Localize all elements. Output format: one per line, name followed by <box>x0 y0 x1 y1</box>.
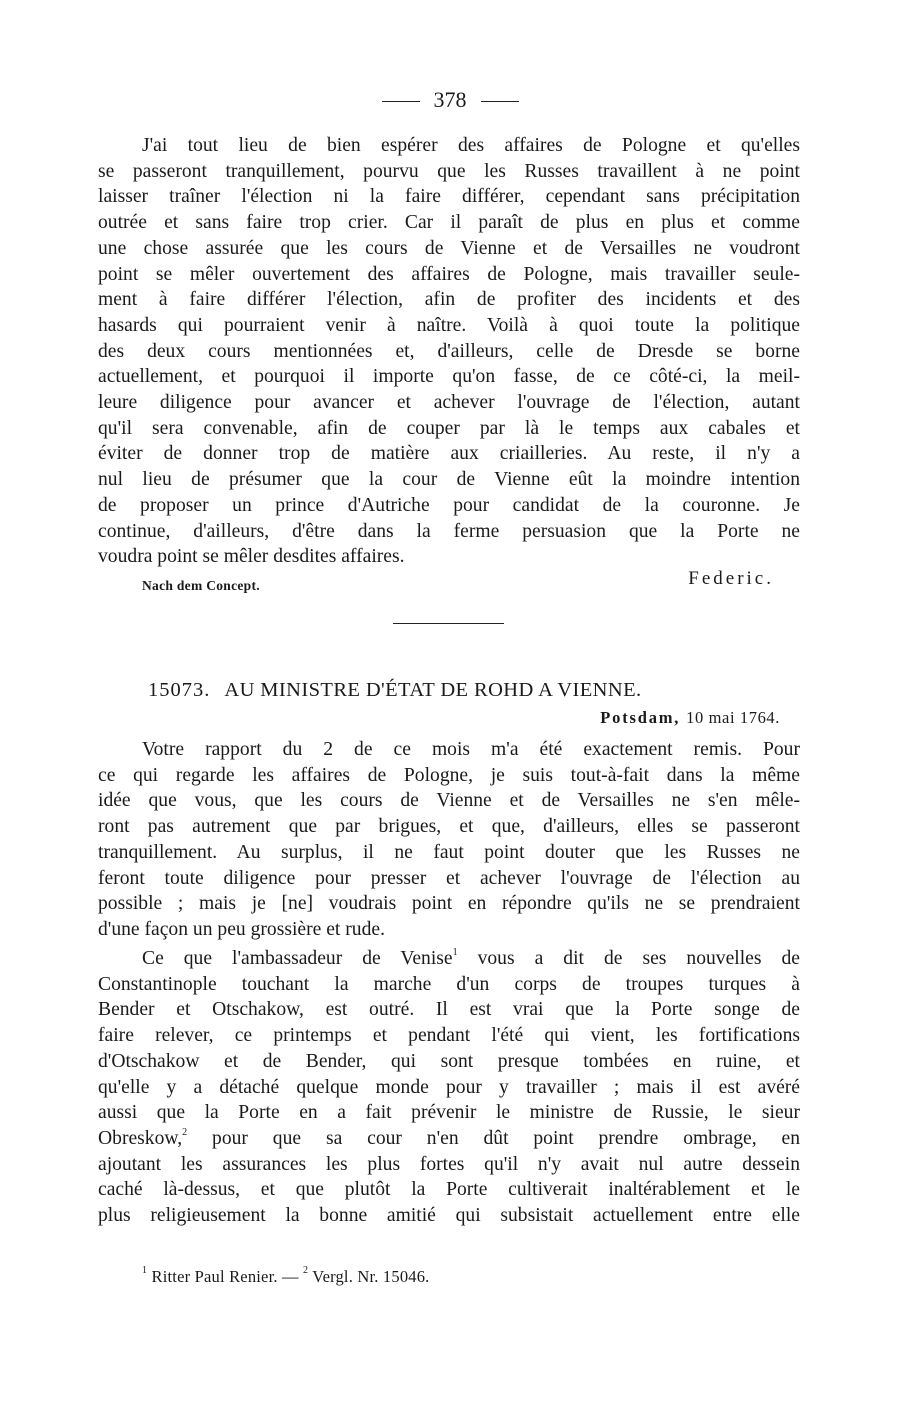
letter-title: AU MINISTRE D'ÉTAT DE ROHD A VIENNE. <box>224 679 642 701</box>
text-line: qu'elle y a détaché quelque monde pour y travailler ; mais il est avéré <box>98 1076 800 1098</box>
text-line: plus religieusement la bonne amitié qui subsistait actuellement entre elle <box>98 1205 800 1227</box>
header-dash-right <box>481 101 519 102</box>
text-line: aussi que la Porte en a fait prévenir le ministre de Russie, le sieur <box>98 1102 800 1124</box>
text-segment: vous a dit de ses nouvelles de <box>457 948 800 969</box>
text-line: tranquillement. Au surplus, il ne faut point douter que les Russes ne <box>98 841 800 863</box>
closing-row <box>142 568 774 596</box>
text-line: ce qui regarde les affaires de Pologne, je suis tout-à-fait dans la même <box>98 764 800 786</box>
page-header <box>0 86 900 114</box>
text-line <box>98 1126 800 1152</box>
text-line: Constantinople touchant la marche d'un corps de troupes turques à <box>98 973 800 995</box>
source-note: Nach dem Concept. <box>142 578 260 593</box>
dateline-date: 10 mai 1764. <box>686 708 780 727</box>
text-line: Votre rapport du 2 de ce mois m'a été exactement remis. Pour <box>142 739 800 760</box>
text-line: ment à faire différer l'élection, afin de profiter des incidents et des <box>98 289 800 311</box>
letter-paragraph-1 <box>98 737 800 943</box>
text-line: se passeront tranquillement, pourvu que les Russes travaillent à ne point <box>98 160 800 182</box>
text-line: outrée et sans faire trop crier. Car il paraît de plus en plus et comme <box>98 212 800 234</box>
footnotes <box>142 1265 430 1289</box>
signature: Federic. <box>688 568 774 589</box>
letter-number: 15073. <box>148 679 211 701</box>
text-line: nul lieu de présumer que la cour de Vienne eût la moindre intention <box>98 469 800 491</box>
text-line: ajoutant les assurances les plus fortes qu'il n'y avait nul autre dessein <box>98 1153 800 1175</box>
letter-heading <box>148 676 768 704</box>
text-line: de proposer un prince d'Autriche pour candidat de la couronne. Je <box>98 494 800 516</box>
text-line: d'une façon un peu grossière et rude. <box>98 918 385 940</box>
text-line: J'ai tout lieu de bien espérer des affaires de Pologne et qu'elles <box>142 135 800 156</box>
text-segment: Obreskow, <box>98 1127 183 1149</box>
page-number: 378 <box>433 87 467 112</box>
footnote-text: Ritter Paul Renier. — <box>147 1267 304 1286</box>
text-line: laisser traîner l'élection ni la faire différer, cependant sans précipitation <box>98 186 800 208</box>
text-line <box>98 946 800 972</box>
text-line: caché là-dessus, et que plutôt la Porte cultiverait inaltérablement et le <box>98 1179 800 1201</box>
text-segment: pour que sa cour n'en dût point prendre ombrage, en <box>187 1127 800 1149</box>
text-line: idée que vous, que les cours de Vienne et de Versailles ne s'en mêle- <box>98 790 800 812</box>
dateline <box>600 708 780 728</box>
paragraph-continuation <box>98 133 800 570</box>
text-line: leure diligence pour avancer et achever l'ouvrage de l'élection, autant <box>98 392 800 414</box>
text-line: faire relever, ce printemps et pendant l'été qui vient, les fortifications <box>98 1025 800 1047</box>
text-line: d'Otschakow et de Bender, qui sont presque tombées en ruine, et <box>98 1050 800 1072</box>
text-line: des deux cours mentionnées et, d'ailleurs, celle de Dresde se borne <box>98 340 800 362</box>
footnote-marker: 1 <box>452 947 458 958</box>
footnote-marker: 2 <box>182 1126 188 1138</box>
letter-paragraph-2 <box>98 946 800 1229</box>
footnote-number: 1 <box>142 1265 148 1276</box>
dateline-place: Potsdam, <box>600 708 681 727</box>
text-line: éviter de donner trop de matière aux criailleries. Au reste, il n'y a <box>98 443 800 465</box>
section-divider <box>393 623 504 624</box>
text-line: possible ; mais je [ne] voudrais point en répondre qu'ils ne se prendraient <box>98 893 800 915</box>
footnote-number: 2 <box>303 1265 309 1276</box>
text-line: hasards qui pourraient venir à naître. Voilà à quoi toute la politique <box>98 314 800 336</box>
text-line: ront pas autrement que par brigues, et que, d'ailleurs, elles se passeront <box>98 816 800 838</box>
text-line: Bender et Otschakow, est outré. Il est vrai que la Porte songe de <box>98 999 800 1021</box>
text-line: voudra point se mêler desdites affaires. <box>98 546 405 568</box>
text-line: actuellement, et pourquoi il importe qu'on fasse, de ce côté-ci, la meil- <box>98 366 800 388</box>
text-line: qu'il sera convenable, afin de couper par là le temps aux cabales et <box>98 417 800 439</box>
text-line: continue, d'ailleurs, d'être dans la ferme persuasion que la Porte ne <box>98 520 800 542</box>
text-segment: Ce que l'ambassadeur de Venise <box>142 948 453 969</box>
text-line: une chose assurée que les cours de Vienne et de Versailles ne voudront <box>98 237 800 259</box>
footnote-text: Vergl. Nr. 15046. <box>308 1267 430 1286</box>
header-dash-left <box>382 101 420 102</box>
text-line: feront toute diligence pour presser et achever l'ouvrage de l'élection au <box>98 867 800 889</box>
text-line: point se mêler ouvertement des affaires de Pologne, mais travailler seule- <box>98 263 800 285</box>
